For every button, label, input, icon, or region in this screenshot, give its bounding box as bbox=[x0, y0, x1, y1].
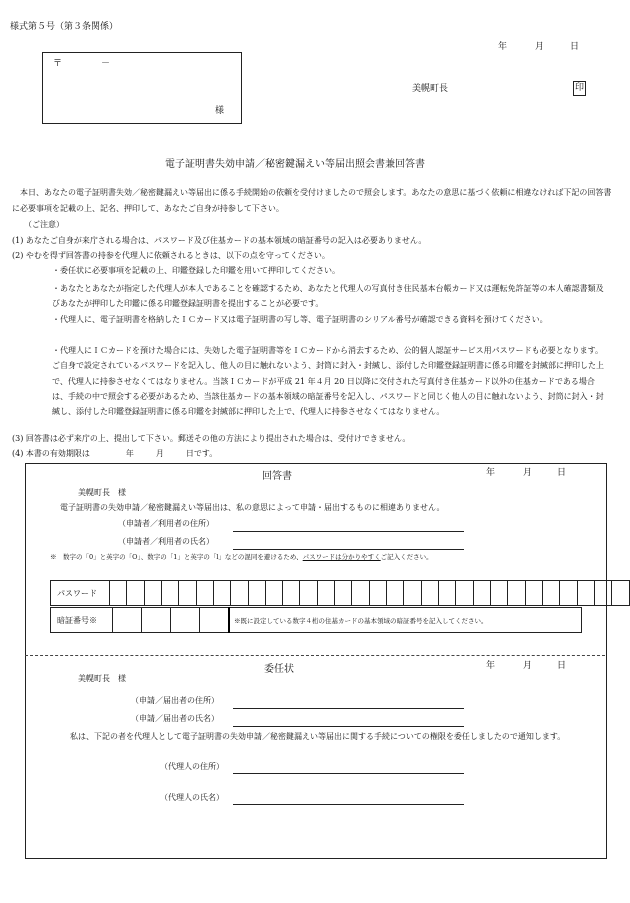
header-month-label: 月 bbox=[535, 42, 545, 52]
address-sama: 様 bbox=[215, 106, 225, 116]
proxy-title: 委任状 bbox=[264, 664, 294, 675]
password-cell[interactable] bbox=[595, 581, 612, 606]
password-cell[interactable] bbox=[213, 581, 230, 606]
password-cell[interactable] bbox=[109, 581, 126, 606]
note-2-bullet-2: ・あなたとあなたが指定した代理人が本人であることを確認するため、あなたと代理人の写真付き住民基本台帳カード又は運転免許証等の本人確認書類及びあなたが押印した印鑑に係る印鑑登録証明書を提出することが必要です。 bbox=[52, 284, 604, 308]
answer-year-label: 年 bbox=[486, 468, 496, 478]
password-note-suffix: ご記入ください。 bbox=[380, 553, 433, 561]
password-cell[interactable] bbox=[473, 581, 490, 606]
address-box bbox=[42, 52, 242, 124]
proxy-day-label: 日 bbox=[557, 661, 567, 671]
pin-label: 暗証番号※ bbox=[51, 608, 113, 633]
applicant-name-field[interactable] bbox=[233, 549, 464, 550]
note-4-year: 年 bbox=[125, 449, 134, 458]
password-label: パスワード bbox=[51, 581, 110, 606]
password-note-emphasis: パスワードは分かりやすく bbox=[302, 553, 381, 561]
note-3: (3) 回答書は必ず来庁の上、提出して下さい。郵送その他の方法により提出された場合は、受付けできません。 bbox=[12, 434, 411, 443]
pin-cell[interactable] bbox=[113, 608, 142, 633]
password-cell[interactable] bbox=[612, 581, 630, 606]
note-4-day: 日 bbox=[185, 449, 194, 458]
applicant-address-field[interactable] bbox=[233, 531, 464, 532]
password-note bbox=[50, 553, 433, 562]
password-cell[interactable] bbox=[179, 581, 196, 606]
password-cell[interactable] bbox=[335, 581, 352, 606]
agent-name-label: （代理人の氏名） bbox=[160, 793, 224, 802]
password-cell[interactable] bbox=[525, 581, 542, 606]
header-year-label: 年 bbox=[498, 42, 508, 52]
password-cell[interactable] bbox=[404, 581, 421, 606]
note-4-suffix: です。 bbox=[193, 449, 218, 458]
password-cell[interactable] bbox=[127, 581, 144, 606]
seal-mark: 印 bbox=[573, 81, 586, 96]
answer-statement: 電子証明書の失効申請／秘密鍵漏えい等届出は、私の意思によって申請・届出するものに相違ありません。 bbox=[60, 503, 445, 512]
password-cell[interactable] bbox=[491, 581, 508, 606]
pin-row bbox=[51, 608, 582, 633]
password-cell[interactable] bbox=[283, 581, 300, 606]
intro-paragraph: 本日、あなたの電子証明書失効／秘密鍵漏えい等届出に係る手続開始の依頼を受付けましたので照会します。あなたの意思に基づく依頼に相違なければ下記の回答書に必要事項を記載の上、記名、押印して、あなたご自身が持参して下さい。 bbox=[12, 188, 612, 213]
password-cell[interactable] bbox=[265, 581, 282, 606]
password-cell[interactable] bbox=[352, 581, 369, 606]
pin-cell[interactable] bbox=[200, 608, 230, 633]
applicant-name-label: （申請者／利用者の氏名） bbox=[118, 537, 214, 546]
password-cell[interactable] bbox=[439, 581, 456, 606]
proxy-applicant-address-field[interactable] bbox=[233, 708, 464, 709]
note-2-bullet-3: ・代理人に、電子証明書を格納したＩＣカード又は電子証明書の写し等、電子証明書のシリアル番号が確認できる資料を預けてください。 bbox=[52, 315, 548, 324]
note-4-month: 月 bbox=[155, 449, 164, 458]
answer-title: 回答書 bbox=[262, 471, 292, 482]
password-cell[interactable] bbox=[387, 581, 404, 606]
password-grid bbox=[50, 580, 630, 606]
password-cell[interactable] bbox=[300, 581, 317, 606]
pin-cell[interactable] bbox=[142, 608, 171, 633]
notes-heading: （ご注意） bbox=[24, 220, 64, 229]
password-cell[interactable] bbox=[248, 581, 265, 606]
password-cell[interactable] bbox=[560, 581, 577, 606]
postal-dash: － bbox=[101, 59, 111, 69]
note-2-bullet-1: ・委任状に必要事項を記載の上、印鑑登録した印鑑を用いて押印してください。 bbox=[52, 266, 340, 275]
proxy-year-label: 年 bbox=[486, 661, 496, 671]
postal-mark: 〒 bbox=[53, 59, 63, 69]
answer-recipient: 美幌町長 様 bbox=[78, 488, 126, 497]
password-row bbox=[51, 581, 630, 606]
password-cell[interactable] bbox=[577, 581, 594, 606]
agent-address-label: （代理人の住所） bbox=[160, 762, 224, 771]
password-cell[interactable] bbox=[231, 581, 248, 606]
password-cell[interactable] bbox=[196, 581, 213, 606]
note-4-prefix: (4) 本書の有効期限は bbox=[12, 449, 90, 458]
pin-grid bbox=[50, 607, 582, 633]
pin-cell[interactable] bbox=[171, 608, 200, 633]
password-cell[interactable] bbox=[421, 581, 438, 606]
proxy-applicant-name-field[interactable] bbox=[233, 726, 464, 727]
proxy-applicant-address-label: （申請／届出者の住所） bbox=[131, 696, 219, 705]
pin-note: ※既に設定している数字４桁の住基カードの基本領域の暗証番号を記入してください。 bbox=[229, 608, 582, 633]
password-note-prefix: ※ 数字の「0」と英字の「O」、数字の「1」と英字の「l」などの混同を避けるため、 bbox=[50, 553, 303, 561]
mayor-title: 美幌町長 bbox=[412, 84, 449, 94]
proxy-month-label: 月 bbox=[523, 661, 533, 671]
password-cell[interactable] bbox=[317, 581, 334, 606]
proxy-recipient: 美幌町長 様 bbox=[78, 674, 126, 683]
note-1: (1) あなたご自身が来庁される場合は、パスワード及び住基カードの基本領域の暗証番号の記入は必要ありません。 bbox=[12, 236, 427, 245]
reply-form-frame bbox=[25, 463, 607, 859]
password-cell[interactable] bbox=[369, 581, 386, 606]
password-cell[interactable] bbox=[508, 581, 525, 606]
applicant-address-label: （申請者／利用者の住所） bbox=[118, 519, 214, 528]
proxy-applicant-name-label: （申請／届出者の氏名） bbox=[131, 714, 219, 723]
agent-name-field[interactable] bbox=[233, 804, 464, 805]
note-2: (2) やむを得ず回答書の持参を代理人に依頼されるときは、以下の点を守ってください。 bbox=[12, 251, 330, 260]
agent-address-field[interactable] bbox=[233, 773, 464, 774]
answer-month-label: 月 bbox=[523, 468, 533, 478]
password-cell[interactable] bbox=[144, 581, 161, 606]
header-day-label: 日 bbox=[570, 42, 580, 52]
proxy-statement: 私は、下記の者を代理人として電子証明書の失効申請／秘密鍵漏えい等届出に関する手続についての権限を委任しましたので通知します。 bbox=[70, 732, 566, 741]
document-title: 電子証明書失効申請／秘密鍵漏えい等届出照会書兼回答書 bbox=[165, 159, 425, 170]
password-cell[interactable] bbox=[161, 581, 178, 606]
answer-day-label: 日 bbox=[557, 468, 567, 478]
note-4 bbox=[12, 449, 217, 459]
form-number: 様式第５号（第３条関係） bbox=[10, 22, 119, 32]
cut-line bbox=[25, 655, 605, 656]
note-2-bullet-4: ・代理人にＩＣカードを預けた場合には、失効した電子証明書等をＩＣカードから消去するため、公的個人認証サービス用パスワードも必要となります。ご自身で設定されているパスワードを記入し、他人の目に触れないよう、封筒に封入・封緘し、添付した印鑑登録証明書に係る印鑑を封緘部に押印した上で、代理人に持参させなくてはなりません。当該ＩＣカードが平成 21 年４月 20 日以降に交付された写真付き住基カード以外の住基カードである場合は、手続の中で照会する必要があるため、当該住基カードの基本領域の暗証番号を記入し、パスワードと同じく他人の目に触れないよう、封筒に封入・封緘し、添付した印鑑登録証明書に係る印鑑を封緘部に押印した上で、代理人に持参させなくてはなりません。 bbox=[52, 346, 604, 417]
password-cell[interactable] bbox=[543, 581, 560, 606]
password-cell[interactable] bbox=[456, 581, 473, 606]
